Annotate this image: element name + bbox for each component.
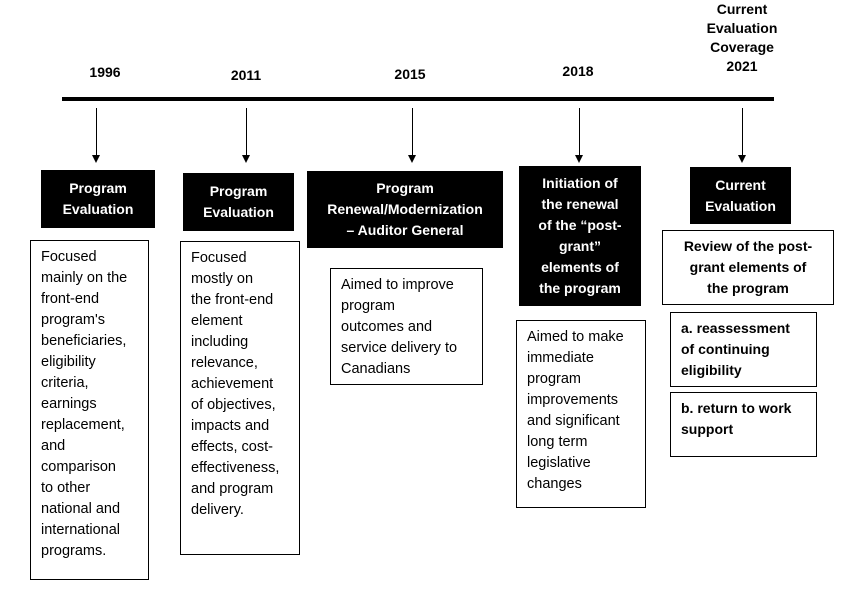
current-coverage-heading [692,0,792,76]
desc-line: of objectives, [191,397,276,413]
desc-line: improvements [527,392,619,408]
year-2018: 2018 [562,63,594,79]
heading-line: 2021 [726,58,758,74]
review-line: the program [707,280,789,296]
desc-line: comparison [41,459,116,475]
desc-line: mainly on the [41,270,128,286]
desc-line: service delivery to [341,340,458,356]
review-line: Review of the post- [683,238,813,254]
title-line: Initiation of [542,175,618,191]
title-line: of the “post- [538,217,622,233]
description-2015 [330,268,483,385]
desc-line: impacts and [191,418,270,434]
desc-line: program [527,371,581,387]
desc-line: including [191,334,249,350]
desc-line: international [41,522,120,538]
timeline-line [62,97,774,101]
title-line: Program [209,183,268,199]
desc-line: to other [41,480,91,496]
title-line: – Auditor General [346,222,464,238]
desc-line: earnings [41,396,97,412]
title-line: the program [539,280,621,296]
desc-line: and [41,438,66,454]
title-line: Evaluation [62,201,134,217]
desc-line: element [191,313,243,329]
desc-line: the front-end [191,292,274,308]
desc-line: Aimed to improve [341,277,454,293]
desc-line: program's [41,312,106,328]
desc-line: eligibility [41,354,96,370]
review-box [662,230,834,305]
title-line: grant” [559,238,601,254]
desc-line: replacement, [41,417,125,433]
title-2011 [183,173,294,231]
title-line: Evaluation [705,197,776,214]
desc-line: legislative [527,455,591,471]
desc-line: Focused [41,249,97,265]
item-line: of continuing [681,341,770,357]
desc-line: achievement [191,376,274,392]
desc-line: programs. [41,543,107,559]
desc-line: immediate [527,350,594,366]
item-line: b. return to work [681,400,792,416]
description-2018 [516,320,646,508]
item-line: eligibility [681,362,742,378]
desc-line: mostly on [191,271,254,287]
review-line: grant elements of [689,259,807,275]
desc-line: front-end [41,291,100,307]
title-2015 [307,171,503,248]
desc-line: long term [527,434,588,450]
desc-line: effectiveness, [191,460,280,476]
description-1996 [30,240,149,580]
description-2011 [180,241,300,555]
title-line: the renewal [541,196,619,212]
title-2021 [690,167,791,224]
desc-line: national and [41,501,121,517]
heading-line: Evaluation [706,20,778,36]
year-1996: 1996 [89,64,121,80]
title-line: Evaluation [203,204,274,220]
heading-line: Coverage [710,39,774,55]
desc-line: program [341,298,395,314]
desc-line: outcomes and [341,319,433,335]
item-line: support [681,421,734,437]
title-2018 [519,166,641,306]
title-line: Program [376,180,434,196]
item-line: a. reassessment [681,320,790,336]
title-line: Program [69,180,127,196]
title-1996 [41,170,155,228]
desc-line: delivery. [191,502,244,518]
desc-line: Canadians [341,361,411,377]
desc-line: effects, cost- [191,439,273,455]
desc-line: and program [191,481,274,497]
year-2011: 2011 [230,67,262,83]
desc-line: criteria, [41,375,89,391]
desc-line: beneficiaries, [41,333,127,349]
title-line: Current [715,176,766,193]
desc-line: Aimed to make [527,329,624,345]
heading-line: Current [716,1,768,17]
desc-line: and significant [527,413,620,429]
title-line: elements of [541,259,619,275]
item-b-return-to-work [670,392,817,457]
desc-line: changes [527,476,582,492]
desc-line: Focused [191,250,247,266]
title-line: Renewal/Modernization [327,201,483,217]
item-a-reassessment [670,312,817,387]
year-2015: 2015 [394,66,426,82]
desc-line: relevance, [191,355,258,371]
